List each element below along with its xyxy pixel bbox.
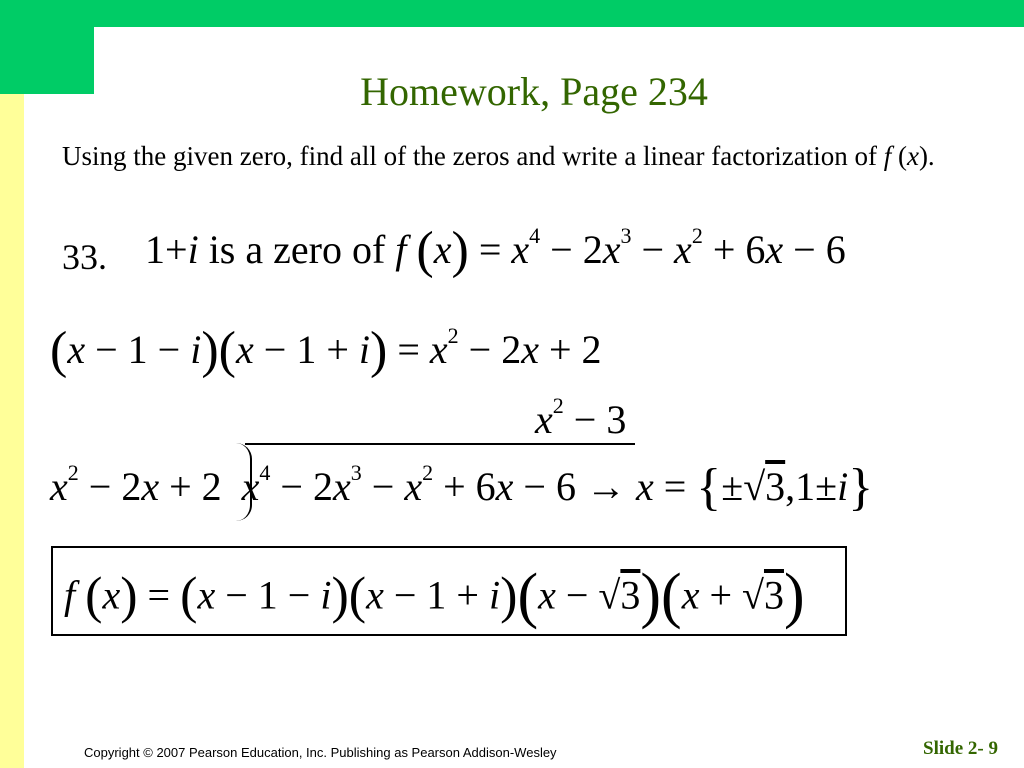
slide-title: Homework, Page 234: [360, 69, 708, 114]
left-accent-strip: [0, 94, 24, 768]
top-accent-bar: [0, 0, 1024, 27]
slide-number: Slide 2- 9: [923, 738, 998, 759]
linear-factorization: f (x) = (x − 1 − i)(x − 1 + i)(x − √3)(x + √3): [64, 562, 805, 630]
problem-number: 33.: [62, 237, 107, 277]
long-division-line: $x^2 - 2x + 2$ $x^4 - 2x^3 - x^2 + 6x - 6 \to x = \{\pm√3,1\pm i\}$: [50, 459, 874, 516]
copyright-notice: Copyright © 2007 Pearson Education, Inc. Publishing as Pearson Addison-Wesley: [84, 745, 557, 760]
instructions-text: Using the given zero, find all of the zeros and write a linear factorization of f (x).: [62, 141, 935, 171]
division-quotient: $x^2 - 3$: [535, 393, 627, 442]
factor-pair-product: $(x - 1 - i)(x - 1 + i) = x^2 - 2x + 2$: [50, 322, 602, 379]
long-division-bar: [245, 443, 635, 445]
given-zero-equation: 1+i is a zero of f $(x) = x^4 - 2x^3 - x^2 + 6x - 6$: [145, 222, 846, 279]
